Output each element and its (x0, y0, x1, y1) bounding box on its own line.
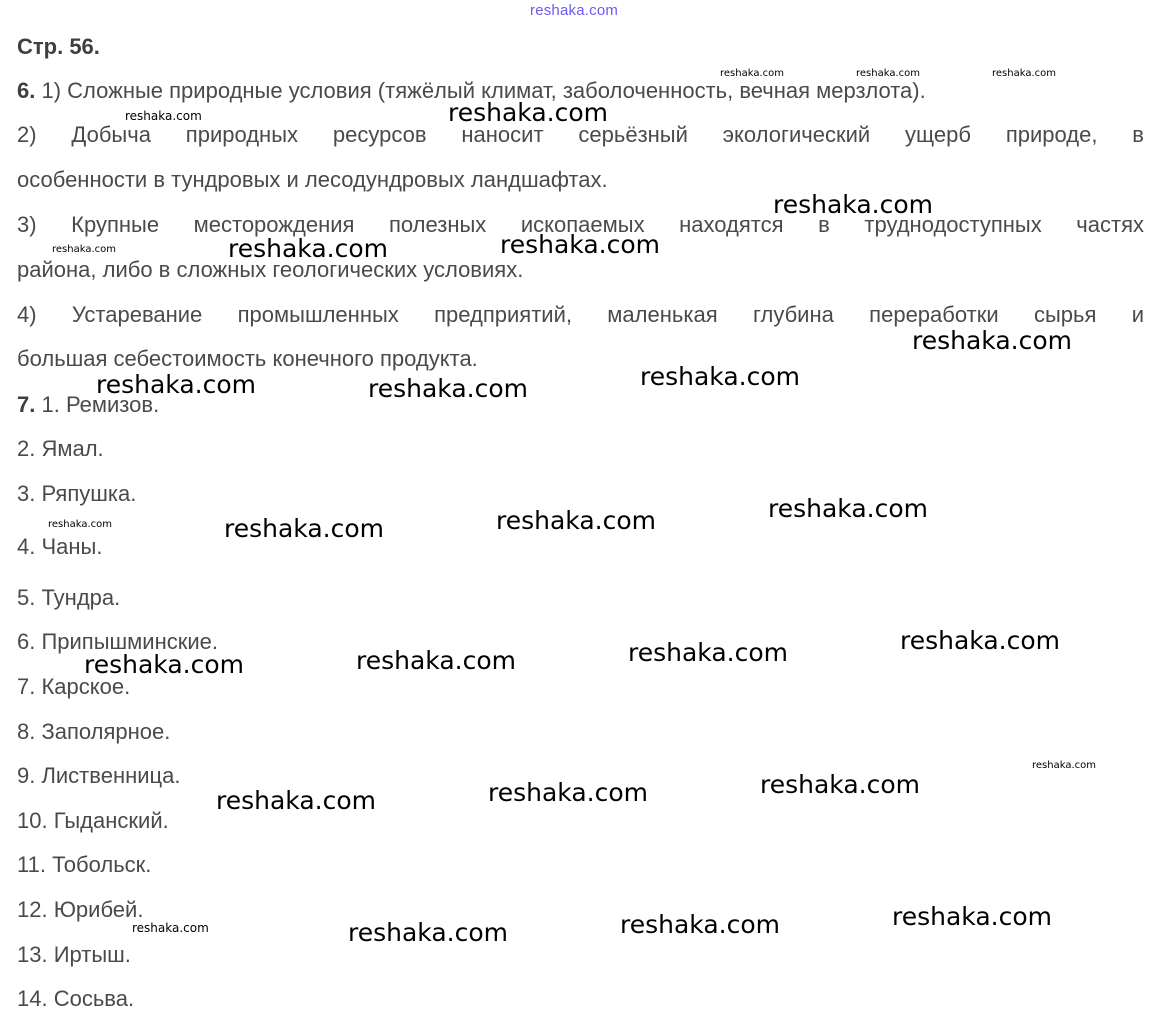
watermark: reshaka.com (768, 494, 928, 523)
task7-answer-7: 7. Карское. (17, 674, 131, 699)
task7-answer-12: 12. Юрибей. (17, 897, 144, 922)
watermark: reshaka.com (496, 506, 656, 535)
task6-item2-line1: 2) Добыча природных ресурсов наносит серьёзный экологический ущерб природе, в (17, 122, 1144, 147)
task7-answer-10: 10. Гыданский. (17, 808, 169, 833)
watermark: reshaka.com (132, 921, 209, 935)
task7-answer-6: 6. Припышминские. (17, 629, 218, 654)
task6-item3-line1: 3) Крупные месторождения полезных ископаемых находятся в труднодоступных частях (17, 212, 1144, 237)
task7-answer-13: 13. Иртыш. (17, 942, 131, 967)
task6-item4-line2: большая себестоимость конечного продукта. (17, 346, 478, 371)
task6-item2-line2: особенности в тундровых и лесодундровых ландшафтах. (17, 167, 608, 192)
site-watermark-top: reshaka.com (530, 2, 619, 19)
watermark: reshaka.com (992, 68, 1056, 79)
watermark: reshaka.com (912, 326, 1072, 355)
watermark: reshaka.com (773, 190, 933, 219)
task7-answer-text: 1. Ремизов. (41, 392, 160, 417)
watermark: reshaka.com (216, 786, 376, 815)
watermark: reshaka.com (720, 68, 784, 79)
watermark: reshaka.com (125, 109, 202, 123)
watermark: reshaka.com (640, 362, 800, 391)
watermark: reshaka.com (52, 244, 116, 255)
task6-number: 6. (17, 78, 36, 103)
page-number-heading: Стр. 56. (17, 34, 100, 59)
watermark: reshaka.com (84, 650, 244, 679)
task7-answer-14: 14. Сосьва. (17, 986, 135, 1011)
task7-answer-9: 9. Лиственница. (17, 763, 181, 788)
watermark: reshaka.com (900, 626, 1060, 655)
watermark: reshaka.com (488, 778, 648, 807)
task7-answer-2: 2. Ямал. (17, 436, 104, 461)
watermark: reshaka.com (96, 370, 256, 399)
task7-answer-5: 5. Тундра. (17, 585, 121, 610)
task7-answer-4: 4. Чаны. (17, 534, 103, 559)
watermark: reshaka.com (224, 514, 384, 543)
watermark: reshaka.com (356, 646, 516, 675)
watermark: reshaka.com (48, 519, 112, 530)
watermark: reshaka.com (892, 902, 1052, 931)
watermark: reshaka.com (620, 910, 780, 939)
watermark: reshaka.com (228, 234, 388, 263)
watermark: reshaka.com (628, 638, 788, 667)
task7-number: 7. (17, 392, 36, 417)
task6-item3-line2: района, либо в сложных геологических условиях. (17, 257, 524, 282)
watermark: reshaka.com (500, 230, 660, 259)
watermark: reshaka.com (856, 68, 920, 79)
task7-answer-8: 8. Заполярное. (17, 719, 171, 744)
task6-item4-line1: 4) Устаревание промышленных предприятий, маленькая глубина переработки сырья и (17, 302, 1144, 327)
watermark: reshaka.com (1032, 760, 1096, 771)
task7-answer-3: 3. Ряпушка. (17, 481, 137, 506)
watermark: reshaka.com (348, 918, 508, 947)
watermark: reshaka.com (760, 770, 920, 799)
watermark: reshaka.com (368, 374, 528, 403)
task7-answer-11: 11. Тобольск. (17, 852, 152, 877)
task6-item1-text: 1) Сложные природные условия (тяжёлый климат, заболоченность, вечная мерзлота). (41, 78, 926, 103)
watermark: reshaka.com (448, 98, 608, 127)
